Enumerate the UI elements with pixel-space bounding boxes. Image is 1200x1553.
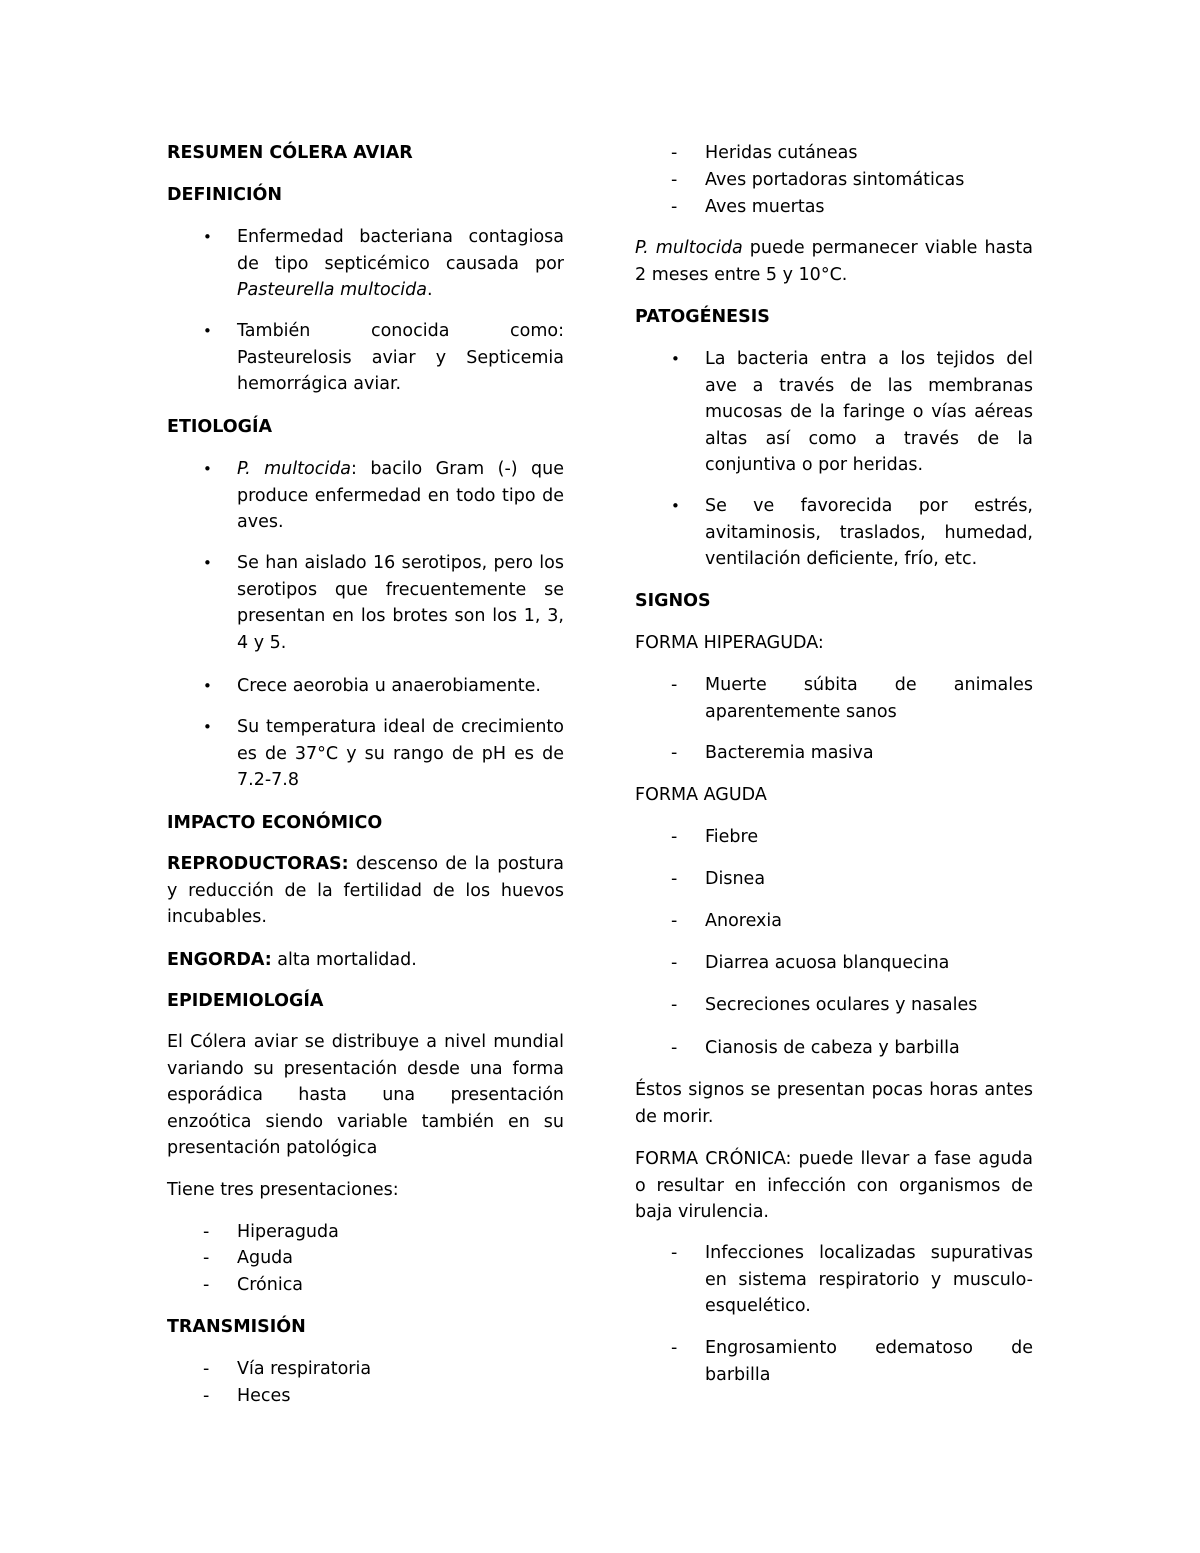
item-text: : bacilo Gram (-) que produce enfermedad en todo tipo de aves. <box>237 459 565 532</box>
list-item <box>635 992 1033 1019</box>
item-text: Disnea <box>705 869 766 889</box>
item-text: Engrosamiento edematoso de barbilla <box>705 1338 1033 1385</box>
dash-icon: - <box>671 197 678 217</box>
heading-etiologia: ETIOLOGÍA <box>167 417 273 437</box>
item-text: Crónica <box>237 1275 304 1295</box>
label-engorda: ENGORDA: <box>167 950 272 970</box>
item-text: Se ve favorecida por estrés, avitaminosis, traslados, humedad, ventilación deficiente, frío, etc. <box>705 496 1033 569</box>
heading-impacto: IMPACTO ECONÓMICO <box>167 813 383 833</box>
item-line: También conocida como: <box>237 321 564 341</box>
item-text: La bacteria entra a los tejidos del ave a través de las membranas mucosas de la faringe o vías aéreas altas así como a través de la conjuntiva o por heridas. <box>705 349 1033 475</box>
heading-forma-aguda: FORMA AGUDA <box>635 785 767 805</box>
dash-icon: - <box>671 743 678 763</box>
dash-icon: - <box>203 1359 210 1379</box>
bullet-icon: • <box>203 322 212 340</box>
bullet-icon: • <box>203 718 212 736</box>
dash-icon: - <box>671 1243 678 1263</box>
bullet-icon: • <box>671 350 680 368</box>
list-item <box>167 318 564 398</box>
dash-icon: - <box>203 1386 210 1406</box>
dash-icon: - <box>671 953 678 973</box>
list-item <box>167 714 564 794</box>
species-name: Pasteurella multocida <box>237 280 427 300</box>
item-text: Aguda <box>237 1248 294 1268</box>
aguda-note: Éstos signos se presentan pocas horas antes de morir. <box>635 1080 1033 1127</box>
heading-epidemiologia: EPIDEMIOLOGÍA <box>167 991 324 1011</box>
bullet-icon: • <box>203 677 212 695</box>
item-text: Crece aeorobia u anaerobiamente. <box>237 676 541 696</box>
document-title: RESUMEN CÓLERA AVIAR <box>167 143 413 163</box>
list-item <box>635 1035 1033 1062</box>
label-reproductoras: REPRODUCTORAS: <box>167 854 349 874</box>
list-item <box>167 1383 564 1410</box>
list-item <box>635 824 1033 851</box>
list-item <box>635 493 1033 573</box>
list-item <box>635 167 1033 194</box>
item-text: Fiebre <box>705 827 759 847</box>
item-text: Bacteremia masiva <box>705 743 874 763</box>
item-text: Secreciones oculares y nasales <box>705 995 978 1015</box>
dash-icon: - <box>671 869 678 889</box>
list-item <box>635 672 1033 725</box>
item-text: Diarrea acuosa blanquecina <box>705 953 950 973</box>
text-engorda: alta mortalidad. <box>271 950 417 970</box>
item-text: Hiperaguda <box>237 1222 339 1242</box>
impacto-engorda <box>167 947 564 974</box>
item-text: Cianosis de cabeza y barbilla <box>705 1038 960 1058</box>
list-item <box>635 740 1033 767</box>
text-forma-cronica: puede llevar a fase aguda o resultar en infección con organismos de baja virulencia. <box>635 1149 1033 1222</box>
label-forma-cronica: FORMA CRÓNICA: <box>635 1149 792 1169</box>
bullet-icon: • <box>203 228 212 246</box>
list-item <box>635 346 1033 479</box>
list-item <box>635 866 1033 893</box>
item-text: Se han aislado 16 serotipos, pero los serotipos que frecuentemente se presentan en los brotes son los 1, 3, 4 y 5. <box>237 553 564 653</box>
bullet-icon: • <box>203 460 212 478</box>
item-text: Aves muertas <box>705 197 825 217</box>
dash-icon: - <box>671 1038 678 1058</box>
bullet-icon: • <box>203 554 212 572</box>
heading-definicion: DEFINICIÓN <box>167 185 282 205</box>
item-text: Vía respiratoria <box>237 1359 372 1379</box>
dash-icon: - <box>203 1248 210 1268</box>
dash-icon: - <box>671 1338 678 1358</box>
list-item <box>167 1356 564 1383</box>
heading-forma-hiperaguda: FORMA HIPERAGUDA: <box>635 633 824 653</box>
item-text: Muerte súbita de animales aparentemente sanos <box>705 675 1033 722</box>
item-text: Infecciones localizadas supurativas en sistema respiratorio y musculo-esquelético. <box>705 1243 1033 1316</box>
list-item <box>635 140 1033 167</box>
list-item <box>635 908 1033 935</box>
item-text: Heridas cutáneas <box>705 143 858 163</box>
epidemiologia-intro: Tiene tres presentaciones: <box>167 1180 399 1200</box>
list-item <box>167 224 564 304</box>
dash-icon: - <box>203 1275 210 1295</box>
species-name: P. multocida <box>237 459 352 479</box>
item-line: Pasteurelosis aviar y Septicemia <box>237 347 564 368</box>
viability-text: puede permanecer viable hasta 2 meses entre 5 y 10°C. <box>635 238 1033 285</box>
item-line: hemorrágica aviar. <box>237 374 402 394</box>
bullet-icon: • <box>671 497 680 515</box>
list-item <box>167 673 564 700</box>
impacto-reproductoras <box>167 851 564 931</box>
dash-icon: - <box>671 911 678 931</box>
list-item <box>167 1219 564 1246</box>
list-item <box>635 1335 1033 1388</box>
item-text-end: . <box>426 280 433 300</box>
species-name: P. multocida <box>635 238 743 258</box>
list-item <box>167 456 564 536</box>
list-item <box>167 550 564 656</box>
dash-icon: - <box>671 170 678 190</box>
heading-transmision: TRANSMISIÓN <box>167 1317 306 1337</box>
item-text: Heces <box>237 1386 291 1406</box>
viability-note <box>635 235 1033 288</box>
dash-icon: - <box>671 995 678 1015</box>
item-text: Su temperatura ideal de crecimiento es de 37°C y su rango de pH es de 7.2-7.8 <box>237 717 564 790</box>
item-text: Anorexia <box>705 911 782 931</box>
heading-signos: SIGNOS <box>635 591 711 611</box>
heading-patogenesis: PATOGÉNESIS <box>635 307 770 327</box>
list-item <box>167 1245 564 1272</box>
dash-icon: - <box>671 143 678 163</box>
epidemiologia-paragraph: El Cólera aviar se distribuye a nivel mundial variando su presentación desde una forma esporádica hasta una presentación enzoótica siendo variable también en su presentación patológica <box>167 1032 564 1158</box>
list-item <box>167 1272 564 1299</box>
list-item <box>635 194 1033 221</box>
list-item <box>635 950 1033 977</box>
dash-icon: - <box>671 827 678 847</box>
item-text: Enfermedad bacteriana contagiosa de tipo septicémico causada por <box>237 227 564 274</box>
dash-icon: - <box>203 1222 210 1242</box>
list-item <box>635 1240 1033 1320</box>
text-reproductoras: descenso de la postura y reducción de la fertilidad de los huevos incubables. <box>167 854 564 927</box>
item-text: Aves portadoras sintomáticas <box>705 170 965 190</box>
dash-icon: - <box>671 675 678 695</box>
forma-cronica <box>635 1146 1033 1226</box>
